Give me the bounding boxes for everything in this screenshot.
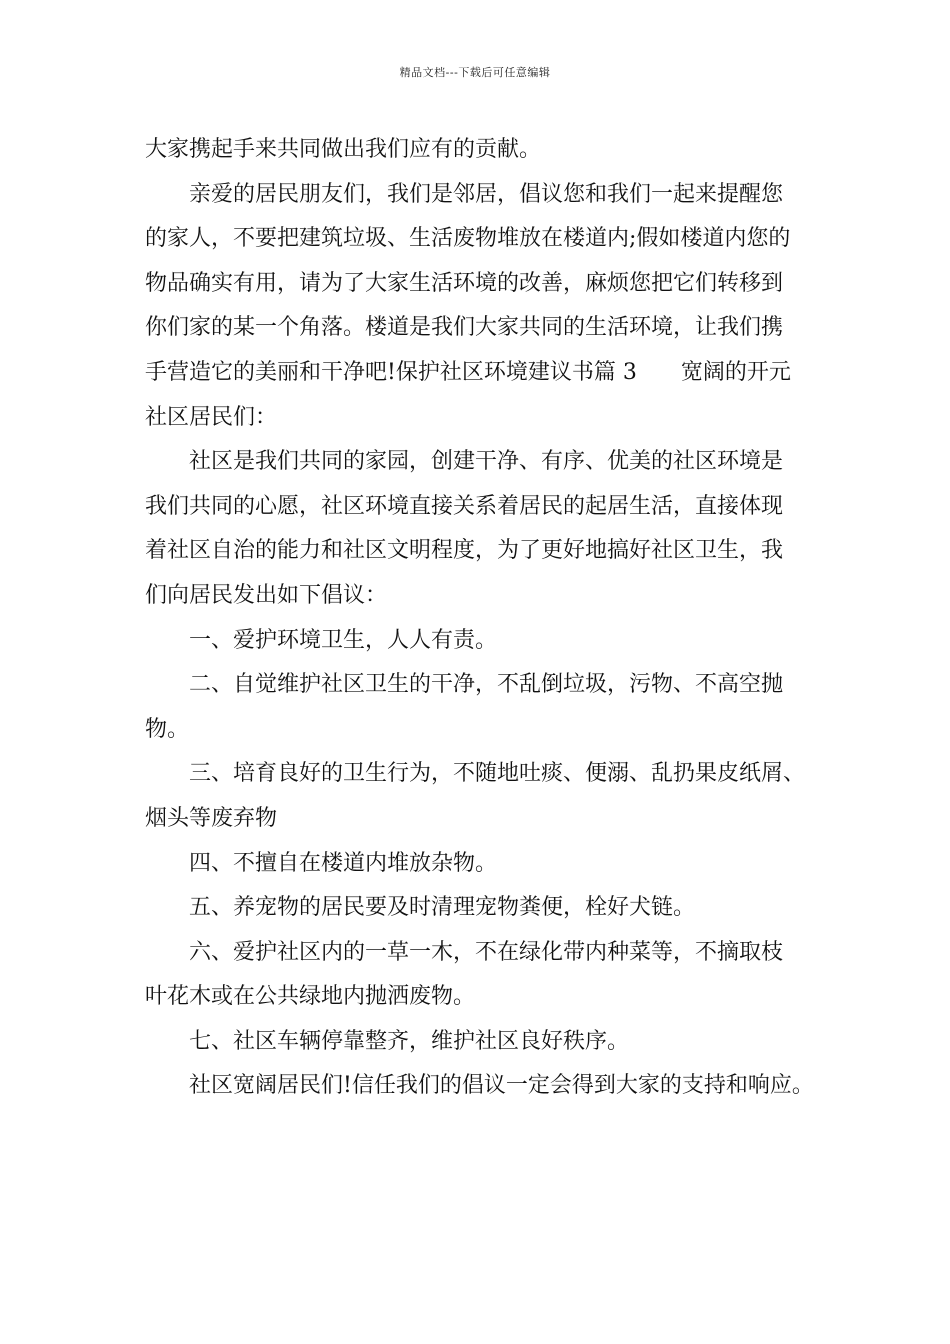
list-item-5: 五、养宠物的居民要及时清理宠物粪便，栓好犬链。 [189,895,696,921]
paragraph-line: 社区居民们： [145,404,278,430]
paragraph-line: 物品确实有用，请为了大家生活环境的改善，麻烦您把它们转移到 [145,270,784,296]
document-body [145,128,814,1109]
list-item-7: 七、社区车辆停靠整齐，维护社区良好秩序。 [189,1028,630,1054]
list-item-6: 六、爱护社区内的一草一木，不在绿化带内种菜等，不摘取枝 [189,939,784,965]
list-item-6-continued: 叶花木或在公共绿地内抛洒废物。 [145,984,476,1010]
page-header: 精品文档---下载后可任意编辑 [399,66,551,79]
paragraph-line: 大家携起手来共同做出我们应有的贡献。 [145,137,542,162]
paragraph-line: 着社区自治的能力和社区文明程度，为了更好地搞好社区卫生，我 [145,538,784,564]
list-item-4: 四、不擅自在楼道内堆放杂物。 [189,850,498,876]
paragraph-line: 我们共同的心愿，社区环境直接关系着居民的起居生活，直接体现 [145,493,784,519]
paragraph-line: 亲爱的居民朋友们，我们是邻居，倡议您和我们一起来提醒您 [189,181,784,207]
paragraph-line: 你们家的某一个角落。楼道是我们大家共同的生活环境，让我们携 [145,315,784,341]
list-item-3: 三、培育良好的卫生行为，不随地吐痰、便溺、乱扔果皮纸屑、 [189,761,806,787]
closing-paragraph: 社区宽阔居民们!信任我们的倡议一定会得到大家的支持和响应。 [189,1073,814,1099]
paragraph-line: 手营造它的美丽和干净吧!保护社区环境建议书篇 3 宽阔的开元 [145,359,791,385]
paragraph-line: 的家人，不要把建筑垃圾、生活废物堆放在楼道内;假如楼道内您的 [145,226,791,252]
paragraph-line: 社区是我们共同的家园，创建干净、有序、优美的社区环境是 [189,449,784,475]
paragraph-line: 们向居民发出如下倡议： [145,582,388,608]
list-item-1: 一、爱护环境卫生，人人有责。 [189,627,498,653]
list-item-3-continued: 烟头等废弃物 [145,805,278,831]
list-item-2-continued: 物。 [145,716,190,742]
list-item-2: 二、自觉维护社区卫生的干净，不乱倒垃圾，污物、不高空抛 [189,672,784,698]
